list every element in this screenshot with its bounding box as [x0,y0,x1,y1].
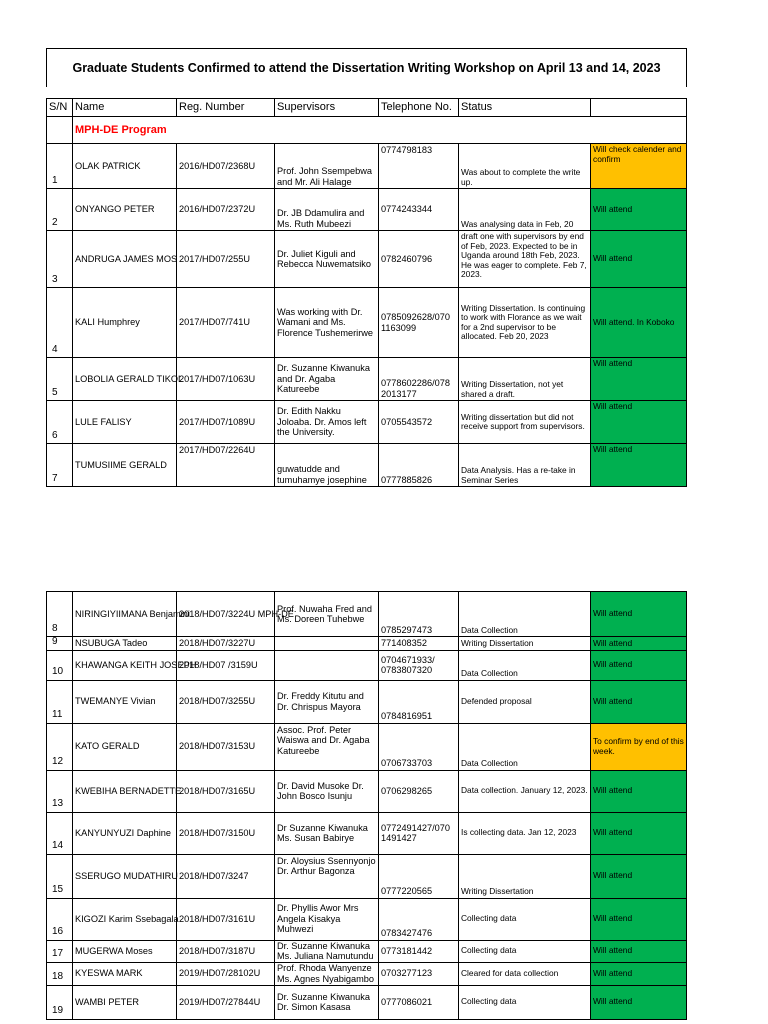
attendance-badge: Will check calender and confirm [591,144,687,189]
reg-number: 2017/HD07/1089U [177,401,275,444]
table-row [47,288,687,358]
row-sn: 1 [47,144,73,189]
header-telephone: Telephone No. [379,99,459,117]
program-label [73,117,687,144]
supervisors: Assoc. Prof. Peter Waiswa and Dr. Agaba Katureebe [275,723,379,770]
student-name: KANYUNYUZI Daphine [73,812,177,854]
reg-number: 2018/HD07/3187U [177,940,275,962]
table-row [47,940,687,962]
supervisors: Dr. Phyllis Awor Mrs Angela Kisakya Muhwezi [275,898,379,940]
header-reg-number: Reg. Number [177,99,275,117]
student-name: KIGOZI Karim Ssebagala [73,898,177,940]
attendance-badge: Will attend [591,854,687,898]
student-name: KHAWANGA KEITH JOSEPH [73,650,177,680]
table-row [47,358,687,401]
reg-number: 2017/HD07/1063U [177,358,275,401]
supervisors: Dr Suzanne Kiwanuka Ms. Susan Babirye [275,812,379,854]
attendance-badge: Will attend [591,592,687,637]
status: Was about to complete the write up. [459,144,591,189]
header-name: Name [73,99,177,117]
student-name: NSUBUGA Tadeo [73,637,177,651]
row-sn: 15 [47,854,73,898]
attendance-badge: Will attend [591,962,687,985]
row-sn: 12 [47,723,73,770]
student-name: ONYANGO PETER [73,189,177,231]
status: Writing Dissertation, not yet shared a draft. [459,358,591,401]
reg-number: 2019/HD07/28102U [177,962,275,985]
row-sn: 10 [47,650,73,680]
telephone: 0785297473 [379,592,459,637]
supervisors: Dr. Suzanne Kiwanuka Dr. Simon Kasasa [275,985,379,1019]
student-name: WAMBI PETER [73,985,177,1019]
reg-number: 2019/HD07/27844U [177,985,275,1019]
student-name: TUMUSIIME GERALD [73,444,177,487]
supervisors: Prof. Rhoda Wanyenze Ms. Agnes Nyabigambo [275,962,379,985]
student-name: KWEBIHA BERNADETTE [73,770,177,812]
student-name: SSERUGO MUDATHIRU [73,854,177,898]
table-row [47,898,687,940]
supervisors: Dr. JB Ddamulira and Ms. Ruth Mubeezi [275,189,379,231]
student-name: ANDRUGA JAMES MOS [73,231,177,288]
table-row [47,189,687,231]
supervisors: Was working with Dr. Wamani and Ms. Florence Tushemerirwe [275,288,379,358]
students-table-2 [46,591,687,1020]
table-row [47,985,687,1019]
student-name: KATO GERALD [73,723,177,770]
table-row [47,854,687,898]
row-sn: 11 [47,680,73,723]
student-name: MUGERWA Moses [73,940,177,962]
status: Data Analysis. Has a re-take in Seminar Series [459,444,591,487]
reg-number: 2018/HD07 /3159U [177,650,275,680]
telephone: 0777220565 [379,854,459,898]
reg-number: 2017/HD07/741U [177,288,275,358]
status: Is collecting data. Jan 12, 2023 [459,812,591,854]
telephone: 0777086021 [379,985,459,1019]
telephone: 0783427476 [379,898,459,940]
table-row [47,401,687,444]
status: Collecting data [459,985,591,1019]
telephone: 0706733703 [379,723,459,770]
table-row [47,723,687,770]
reg-number: 2018/HD07/3255U [177,680,275,723]
program-label-text: MPH-DE Program [75,123,167,136]
row-sn: 14 [47,812,73,854]
supervisors: Dr. Juliet Kiguli and Rebecca Nuwematsiko [275,231,379,288]
telephone: 0704671933/ 0783807320 [379,650,459,680]
telephone: 0706298265 [379,770,459,812]
status: draft one with supervisors by end of Feb, 2023. Expected to be in Uganda around 18th Feb, 2023. He was eager to complete. Feb 7, 2023. [459,231,591,288]
supervisors: Dr. Edith Nakku Joloaba. Dr. Amos left the University. [275,401,379,444]
row-sn: 2 [47,189,73,231]
telephone: 0782460796 [379,231,459,288]
header-supervisors: Supervisors [275,99,379,117]
program-row [47,117,687,144]
student-name: OLAK PATRICK [73,144,177,189]
table-row [47,962,687,985]
status: Writing Dissertation. Is continuing to work with Florance as we wait for a 2nd supervisor to be allocated. Feb 20, 2023 [459,288,591,358]
reg-number: 2018/HD07/3150U [177,812,275,854]
row-sn: 9 [47,637,73,651]
row-sn: 19 [47,985,73,1019]
supervisors: Dr. Suzanne Kiwanuka and Dr. Agaba Katureebe [275,358,379,401]
reg-number: 2017/HD07/2264U [177,444,275,487]
reg-number: 2016/HD07/2368U [177,144,275,189]
telephone: 0778602286/078 2013177 [379,358,459,401]
attendance-badge: Will attend [591,650,687,680]
students-table-1 [46,98,687,487]
table-row [47,650,687,680]
telephone: 0784816951 [379,680,459,723]
reg-number: 2018/HD07/3165U [177,770,275,812]
row-sn: 13 [47,770,73,812]
table-row [47,637,687,651]
row-sn: 18 [47,962,73,985]
row-sn: 16 [47,898,73,940]
telephone: 0785092628/070 1163099 [379,288,459,358]
status: Data Collection [459,592,591,637]
attendance-badge: Will attend [591,812,687,854]
attendance-badge: Will attend [591,898,687,940]
student-name: TWEMANYE Vivian [73,680,177,723]
telephone: 0777885826 [379,444,459,487]
status: Defended proposal [459,680,591,723]
table-row [47,144,687,189]
status: Writing Dissertation [459,637,591,651]
telephone: 0703277123 [379,962,459,985]
attendance-badge: Will attend [591,189,687,231]
header-sn: S/N [47,99,73,117]
program-sn-cell [47,117,73,144]
attendance-badge: Will attend [591,401,687,444]
supervisors: Prof. Nuwaha Fred and Ms. Doreen Tuhebwe [275,592,379,637]
table-row [47,444,687,487]
page-title: Graduate Students Confirmed to attend the Dissertation Writing Workshop on April 13 and 14, 2023 [46,48,687,87]
supervisors [275,650,379,680]
attendance-badge: To confirm by end of this week. [591,723,687,770]
table-row [47,812,687,854]
telephone: 0774243344 [379,189,459,231]
attendance-badge: Will attend [591,444,687,487]
status: Data Collection [459,650,591,680]
table-row [47,592,687,637]
status: Writing Dissertation [459,854,591,898]
status: Cleared for data collection [459,962,591,985]
supervisors: guwatudde and tumuhamye josephine [275,444,379,487]
row-sn: 7 [47,444,73,487]
header-status: Status [459,99,591,117]
reg-number: 2018/HD07/3153U [177,723,275,770]
telephone: 771408352 [379,637,459,651]
student-name: KYESWA MARK [73,962,177,985]
attendance-badge: Will attend [591,637,687,651]
status: Data Collection [459,723,591,770]
student-name: NIRINGIYIIMANA Benjamini [73,592,177,637]
header-row [47,99,687,117]
attendance-badge: Will attend [591,985,687,1019]
student-name: LOBOLIA GERALD TIKOL [73,358,177,401]
supervisors: Dr. David Musoke Dr. John Bosco Isunju [275,770,379,812]
reg-number: 2018/HD07/3247 [177,854,275,898]
status: Writing dissertation but did not receive support from supervisors. [459,401,591,444]
status: Data collection. January 12, 2023. [459,770,591,812]
attendance-badge: Will attend [591,770,687,812]
student-name: LULE FALISY [73,401,177,444]
attendance-badge: Will attend [591,358,687,401]
row-sn: 5 [47,358,73,401]
supervisors [275,637,379,651]
attendance-badge: Will attend [591,231,687,288]
table-row [47,231,687,288]
telephone: 0772491427/070 1491427 [379,812,459,854]
reg-number: 2016/HD07/2372U [177,189,275,231]
status: Collecting data [459,940,591,962]
telephone: 0773181442 [379,940,459,962]
supervisors: Dr. Freddy Kitutu and Dr. Chrispus Mayora [275,680,379,723]
supervisors: Dr. Aloysius Ssennyonjo Dr. Arthur Bagonza [275,854,379,898]
row-sn: 4 [47,288,73,358]
row-sn: 3 [47,231,73,288]
supervisors: Prof. John Ssempebwa and Mr. Ali Halage [275,144,379,189]
telephone: 0705543572 [379,401,459,444]
attendance-badge: Will attend. In Koboko [591,288,687,358]
table-row [47,680,687,723]
reg-number: 2018/HD07/3161U [177,898,275,940]
reg-number: 2018/HD07/3224U MPH-DE [177,592,275,637]
header-attendance [591,99,687,117]
row-sn: 8 [47,592,73,637]
reg-number: 2018/HD07/3227U [177,637,275,651]
attendance-badge: Will attend [591,940,687,962]
status: Was analysing data in Feb, 20 [459,189,591,231]
student-name: KALI Humphrey [73,288,177,358]
row-sn: 17 [47,940,73,962]
table-row [47,770,687,812]
row-sn: 6 [47,401,73,444]
attendance-badge: Will attend [591,680,687,723]
telephone: 0774798183 [379,144,459,189]
reg-number: 2017/HD07/255U [177,231,275,288]
status: Collecting data [459,898,591,940]
supervisors: Dr. Suzanne Kiwanuka Ms. Juliana Namutundu [275,940,379,962]
